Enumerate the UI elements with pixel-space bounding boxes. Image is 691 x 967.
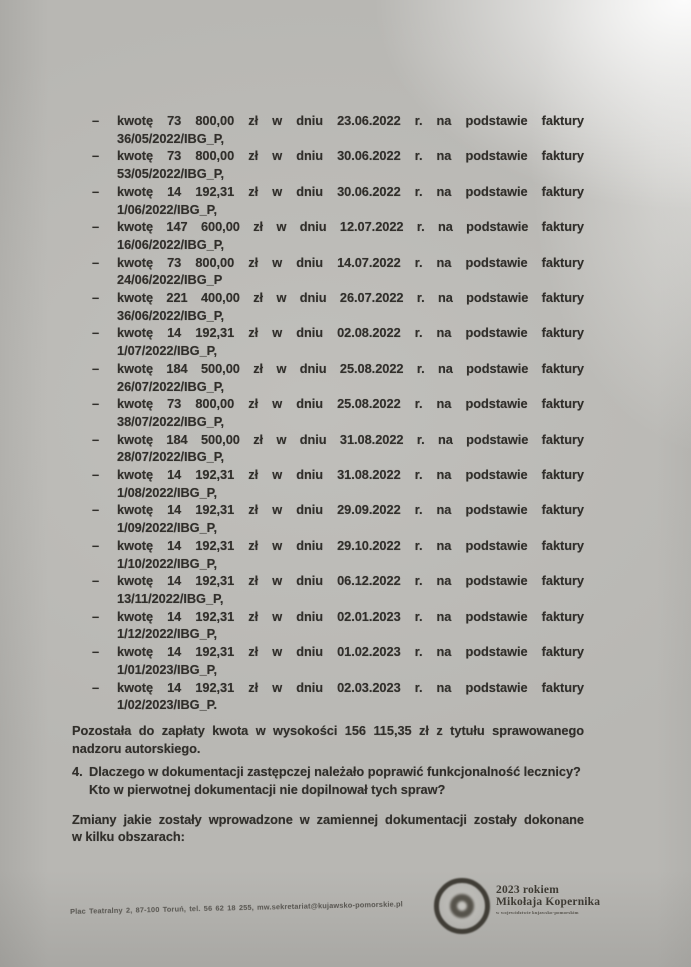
payment-text [117, 501, 584, 536]
dash-bullet: – [92, 219, 100, 235]
dash-bullet: – [92, 254, 100, 270]
payment-list-item [72, 289, 584, 324]
payment-line1: kwotę 14 192,31 zł w dniu 30.06.2022 r. na podstawie faktury [117, 183, 584, 199]
dash-bullet: – [92, 573, 100, 589]
payment-text [117, 643, 584, 678]
payment-line1: kwotę 14 192,31 zł w dniu 02.01.2023 r. na podstawie faktury [117, 608, 584, 624]
dash-bullet: – [92, 113, 100, 128]
dash-bullet: – [92, 608, 100, 624]
payment-text [117, 254, 584, 289]
remaining-line2: nadzoru autorskiego. [72, 740, 201, 756]
payment-line1: kwotę 14 192,31 zł w dniu 31.08.2022 r. na podstawie faktury [117, 467, 584, 483]
document-body [72, 112, 584, 846]
payment-list-item [72, 147, 584, 182]
payment-text [117, 679, 584, 714]
payment-invoice-line: 1/01/2023/IBG_P, [117, 661, 217, 677]
payment-line1: kwotę 184 500,00 zł w dniu 25.08.2022 r. na podstawie faktury [117, 360, 584, 376]
payment-line1: kwotę 14 192,31 zł w dniu 29.10.2022 r. na podstawie faktury [117, 537, 584, 553]
payment-invoice-line: 38/07/2022/IBG_P, [117, 413, 225, 429]
payment-list-item [72, 218, 584, 253]
changes-line1: Zmiany jakie zostały wprowadzone w zamiennej dokumentacji zostały dokonane [72, 811, 584, 827]
dash-bullet: – [92, 431, 100, 447]
remaining-line1: Pozostała do zapłaty kwota w wysokości 156 115,35 zł z tytułu sprawowanego [72, 722, 584, 738]
payment-list-item [72, 112, 584, 147]
payment-line1: kwotę 14 192,31 zł w dniu 02.03.2023 r. na podstawie faktury [117, 679, 584, 695]
payment-text [117, 466, 584, 501]
question-4-text [89, 763, 584, 798]
payment-invoice-line: 1/07/2022/IBG_P, [117, 343, 217, 359]
payment-text [117, 289, 584, 324]
copernicus-year-logo [496, 884, 646, 916]
dash-bullet: – [92, 467, 100, 483]
payment-list-item [72, 537, 584, 572]
payment-list-item [72, 679, 584, 714]
dash-bullet: – [92, 396, 100, 412]
payment-invoice-line: 13/11/2022/IBG_P, [117, 590, 224, 606]
payment-invoice-line: 1/08/2022/IBG_P, [117, 484, 217, 500]
payment-list-item [72, 431, 584, 466]
payment-line1: kwotę 73 800,00 zł w dniu 23.06.2022 r. na podstawie faktury [117, 113, 584, 128]
payment-text [117, 218, 584, 253]
payment-invoice-line: 1/06/2022/IBG_P, [117, 201, 217, 217]
payment-list-item [72, 395, 584, 430]
dash-bullet: – [92, 360, 100, 376]
payment-text [117, 537, 584, 572]
payment-text [117, 112, 584, 147]
dash-bullet: – [92, 644, 100, 660]
dash-bullet: – [92, 290, 100, 306]
payment-invoice-line: 36/06/2022/IBG_P, [117, 307, 225, 323]
payment-text [117, 431, 584, 466]
changes-line2: w kilku obszarach: [72, 829, 185, 845]
payment-line1: kwotę 184 500,00 zł w dniu 31.08.2022 r. na podstawie faktury [117, 431, 584, 447]
payment-invoice-line: 24/06/2022/IBG_P [117, 272, 223, 288]
payment-line1: kwotę 147 600,00 zł w dniu 12.07.2022 r. na podstawie faktury [117, 219, 584, 235]
dash-bullet: – [92, 148, 100, 164]
payment-text [117, 147, 584, 182]
payment-line1: kwotę 14 192,31 zł w dniu 06.12.2022 r. na podstawie faktury [117, 573, 584, 589]
payment-list-item [72, 324, 584, 359]
payments-list [72, 112, 584, 714]
dash-bullet: – [92, 325, 100, 341]
seal-icon [434, 878, 490, 934]
changes-paragraph [72, 811, 584, 846]
payment-list-item [72, 643, 584, 678]
dash-bullet: – [92, 537, 100, 553]
payment-invoice-line: 36/05/2022/IBG_P, [117, 130, 225, 146]
payment-list-item [72, 466, 584, 501]
payment-text [117, 360, 584, 395]
logo-line3: w województwie kujawsko-pomorskim [496, 909, 579, 915]
payment-text [117, 572, 584, 607]
payment-list-item [72, 360, 584, 395]
payment-invoice-line: 1/10/2022/IBG_P, [117, 555, 217, 571]
payment-text [117, 608, 584, 643]
payment-invoice-line: 1/12/2022/IBG_P, [117, 626, 217, 642]
payment-line1: kwotę 14 192,31 zł w dniu 01.02.2023 r. na podstawie faktury [117, 644, 584, 660]
payment-list-item [72, 183, 584, 218]
payment-list-item [72, 572, 584, 607]
payment-invoice-line: 53/05/2022/IBG_P, [117, 166, 225, 182]
payment-invoice-line: 1/09/2022/IBG_P, [117, 520, 217, 536]
logo-line2: Mikołaja Kopernika [496, 896, 601, 908]
payment-line1: kwotę 73 800,00 zł w dniu 25.08.2022 r. na podstawie faktury [117, 396, 584, 412]
payment-text [117, 324, 584, 359]
payment-invoice-line: 28/07/2022/IBG_P, [117, 449, 225, 465]
payment-line1: kwotę 73 800,00 zł w dniu 14.07.2022 r. na podstawie faktury [117, 254, 584, 270]
payment-line1: kwotę 14 192,31 zł w dniu 02.08.2022 r. na podstawie faktury [117, 325, 584, 341]
payment-list-item [72, 501, 584, 536]
dash-bullet: – [92, 502, 100, 518]
payment-line1: kwotę 221 400,00 zł w dniu 26.07.2022 r. na podstawie faktury [117, 290, 584, 306]
payment-invoice-line: 26/07/2022/IBG_P, [117, 378, 225, 394]
payment-invoice-line: 16/06/2022/IBG_P, [117, 236, 225, 252]
question-4-number: 4. [72, 764, 83, 780]
payment-invoice-line: 1/02/2023/IBG_P. [117, 697, 217, 713]
question-4-line1: Dlaczego w dokumentacji zastępczej należało poprawić funkcjonalność lecznicy? [89, 764, 581, 780]
dash-bullet: – [92, 679, 100, 695]
remaining-amount-paragraph [72, 722, 584, 757]
payment-text [117, 395, 584, 430]
question-4-line2: Kto w pierwotnej dokumentacji nie dopilnował tych spraw? [89, 782, 446, 798]
payment-line1: kwotę 73 800,00 zł w dniu 30.06.2022 r. na podstawie faktury [117, 148, 584, 164]
payment-text [117, 183, 584, 218]
dash-bullet: – [92, 183, 100, 199]
logo-line1: 2023 rokiem [496, 884, 559, 896]
footer-address: Plac Teatralny 2, 87-100 Toruń, tel. 56 62 18 255, mw.sekretariat@kujawsko-pomorskie.pl [70, 899, 403, 916]
payment-line1: kwotę 14 192,31 zł w dniu 29.09.2022 r. na podstawie faktury [117, 502, 584, 518]
payment-list-item [72, 254, 584, 289]
payment-list-item [72, 608, 584, 643]
question-4 [72, 763, 584, 798]
